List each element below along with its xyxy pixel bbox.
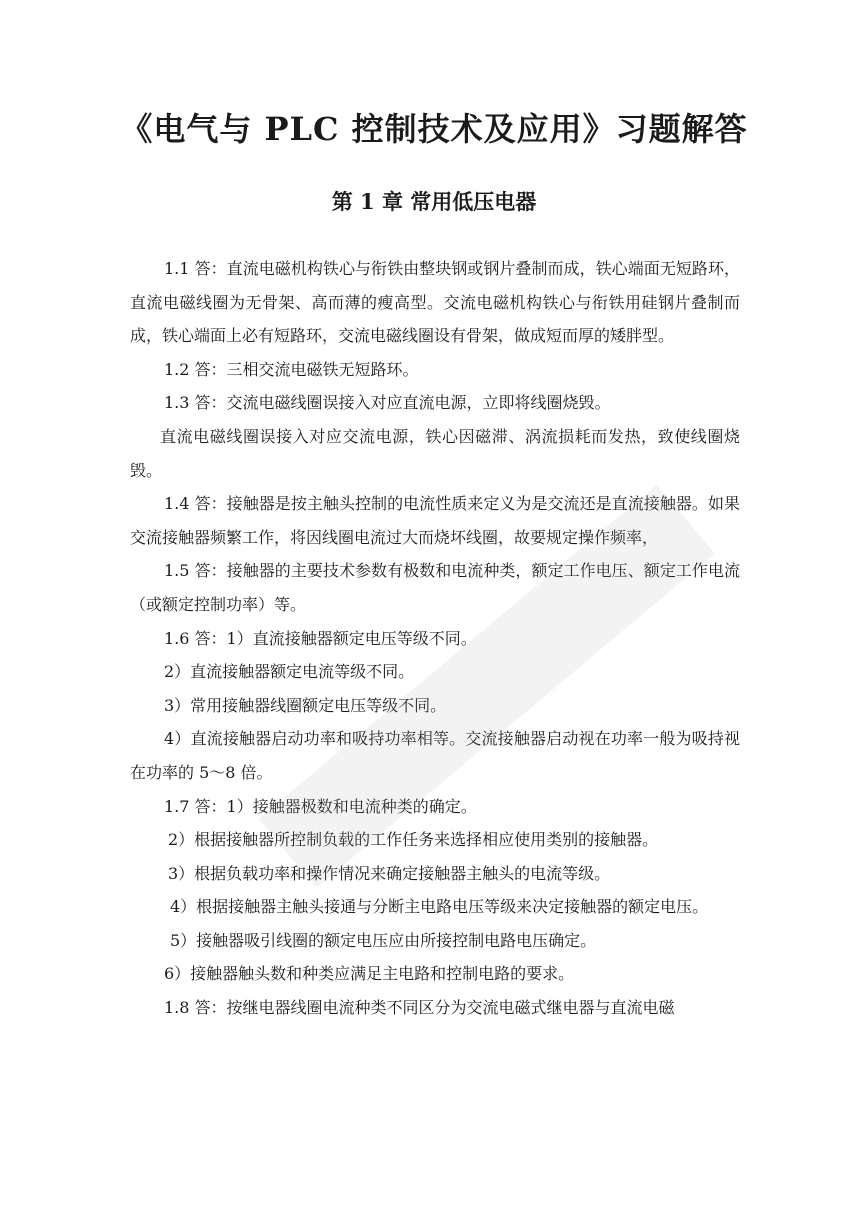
answer-1-7: 1.7 答：1）接触器极数和电流种类的确定。	[164, 796, 477, 816]
answer-1-8: 1.8 答：按继电器线圈电流种类不同区分为交流电磁式继电器与直流电磁	[164, 998, 675, 1018]
answer-1-2: 1.2 答：三相交流电磁铁无短路环。	[164, 359, 419, 379]
answer-1-3-cont: 直流电磁线圈误接入对应交流电源，铁心因磁滞、涡流损耗而发热，致使线圈烧毁。	[130, 426, 740, 480]
answer-1-3: 1.3 答：交流电磁线圈误接入对应直流电源，立即将线圈烧毁。	[164, 393, 611, 413]
answer-1-7-item-4: 4）根据接触器主触头接通与分断主电路电压等级来决定接触器的额定电压。	[170, 897, 709, 917]
document-title: 《电气与 PLC 控制技术及应用》习题解答	[120, 110, 748, 148]
answer-1-6-item-4: 4）直流接触器启动功率和吸持功率相等。交流接触器启动视在功率一般为吸持视在功率的 5～8 倍。	[130, 729, 740, 782]
answer-1-4: 1.4 答：接触器是按主触头控制的电流性质来定义为是交流还是直流接触器。如果交流接触器频繁工作，将因线圈电流过大而烧坏线圈，故要规定操作频率，	[130, 494, 740, 547]
answer-1-7-item-6: 6）接触器触头数和种类应满足主电路和控制电路的要求。	[164, 964, 575, 984]
chapter-heading: 第 1 章 常用低压电器	[331, 189, 537, 214]
answer-1-7-item-2: 2）根据接触器所控制负载的工作任务来选择相应使用类别的接触器。	[168, 830, 659, 850]
answer-1-1: 1.1 答：直流电磁机构铁心与衔铁由整块钢或钢片叠制而成，铁心端面无短路环，直流电磁线圈为无骨架、高而薄的瘦高型。交流电磁机构铁心与衔铁用硅钢片叠制而成，铁心端面上必有短路环，交流电磁线圈设有骨架，做成短而厚的矮胖型。	[130, 259, 740, 346]
answer-1-6: 1.6 答：1）直流接触器额定电压等级不同。	[164, 628, 477, 648]
answer-1-7-item-3: 3）根据负载功率和操作情况来确定接触器主触头的电流等级。	[168, 863, 611, 883]
answer-1-5: 1.5 答：接触器的主要技术参数有极数和电流种类，额定工作电压、额定工作电流（或额定控制功率）等。	[130, 561, 740, 614]
answer-1-7-item-5: 5）接触器吸引线圈的额定电压应由所接控制电路电压确定。	[170, 930, 597, 950]
answer-1-6-item-3: 3）常用接触器线圈额定电压等级不同。	[164, 695, 447, 715]
answer-1-6-item-2: 2）直流接触器额定电流等级不同。	[164, 662, 415, 682]
answer-body	[130, 252, 740, 1025]
